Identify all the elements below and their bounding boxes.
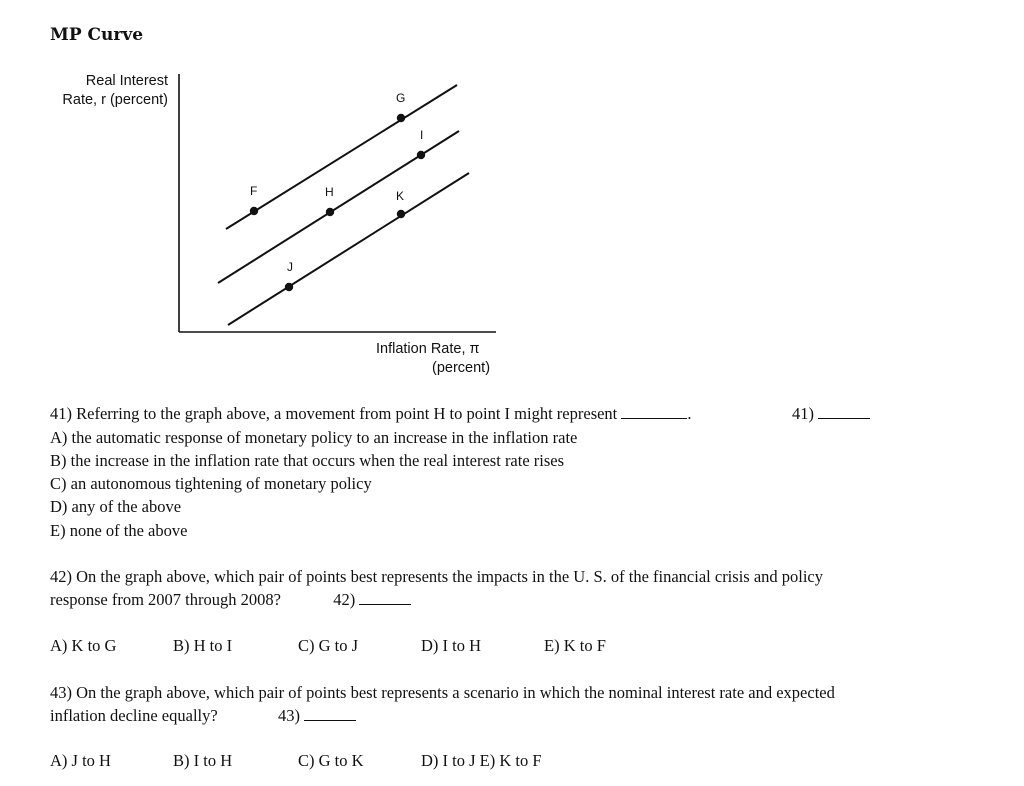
q43-stem-line2: inflation decline equally? <box>50 706 218 725</box>
q43-stem-line2-row <box>50 706 356 726</box>
q42-answer-blank[interactable] <box>359 590 411 605</box>
q43-option-d: D) I to J E) K to F <box>421 751 542 770</box>
point-g-marker <box>397 114 405 122</box>
point-k-label: K <box>396 189 405 203</box>
point-f-label: F <box>250 184 258 198</box>
q43-answer-blank[interactable] <box>304 706 356 721</box>
q43-option-b: B) I to H <box>173 751 233 770</box>
point-k-marker <box>397 210 405 218</box>
x-axis-label-line2: (percent) <box>432 360 491 376</box>
q42-option-d: D) I to H <box>421 636 482 655</box>
q41-option-c: C) an autonomous tightening of monetary policy <box>50 474 372 493</box>
q43-option-a: A) J to H <box>50 751 111 770</box>
q41-option-d: D) any of the above <box>50 497 182 516</box>
q42-option-a: A) K to G <box>50 636 117 655</box>
y-axis-label-line1: Real Interest <box>85 73 168 89</box>
q42-option-e: E) K to F <box>544 636 606 655</box>
q41-inline-blank <box>621 404 687 419</box>
q42-stem-line2-row <box>50 590 411 610</box>
q41-option-a: A) the automatic response of monetary policy to an increase in the inflation rate <box>50 428 578 447</box>
q41-stem-row: 41) Referring to the graph above, a movement from point H to point I might represent . <box>50 404 692 423</box>
point-j-marker <box>285 283 293 291</box>
q41-option-b: B) the increase in the inflation rate that occurs when the real interest rate rises <box>50 451 565 470</box>
q42-option-c: C) G to J <box>298 636 359 655</box>
q41-answer-blank[interactable] <box>818 404 870 419</box>
q42-stem-line2: response from 2007 through 2008? <box>50 590 281 609</box>
x-axis-label-line1: Inflation Rate, π <box>376 341 480 357</box>
point-h-label: H <box>325 185 334 199</box>
mp-curve-lower <box>228 173 469 325</box>
q41-answer-row <box>792 404 870 424</box>
point-i-label: I <box>420 128 424 142</box>
point-j-label: J <box>287 260 293 274</box>
section-title: MP Curve <box>50 25 144 45</box>
y-axis-label-line2: Rate, r (percent) <box>62 92 168 108</box>
point-h-marker <box>326 208 334 216</box>
point-f-marker <box>250 207 258 215</box>
q41-number: 41) <box>792 404 814 423</box>
q43-option-c: C) G to K <box>298 751 364 770</box>
q43-number: 43) <box>277 706 300 725</box>
q41-option-e: E) none of the above <box>50 521 188 540</box>
q42-stem-line1: 42) On the graph above, which pair of points best represents the impacts in the U. S. of the financial crisis and policy <box>50 567 824 586</box>
q43-stem-line1: 43) On the graph above, which pair of points best represents a scenario in which the nominal interest rate and expected <box>50 683 835 702</box>
point-g-label: G <box>396 91 406 105</box>
q41-stem: 41) Referring to the graph above, a movement from point H to point I might represent <box>50 404 618 423</box>
point-i-marker <box>417 151 425 159</box>
q42-number: 42) <box>333 590 356 609</box>
q42-option-b: B) H to I <box>173 636 233 655</box>
